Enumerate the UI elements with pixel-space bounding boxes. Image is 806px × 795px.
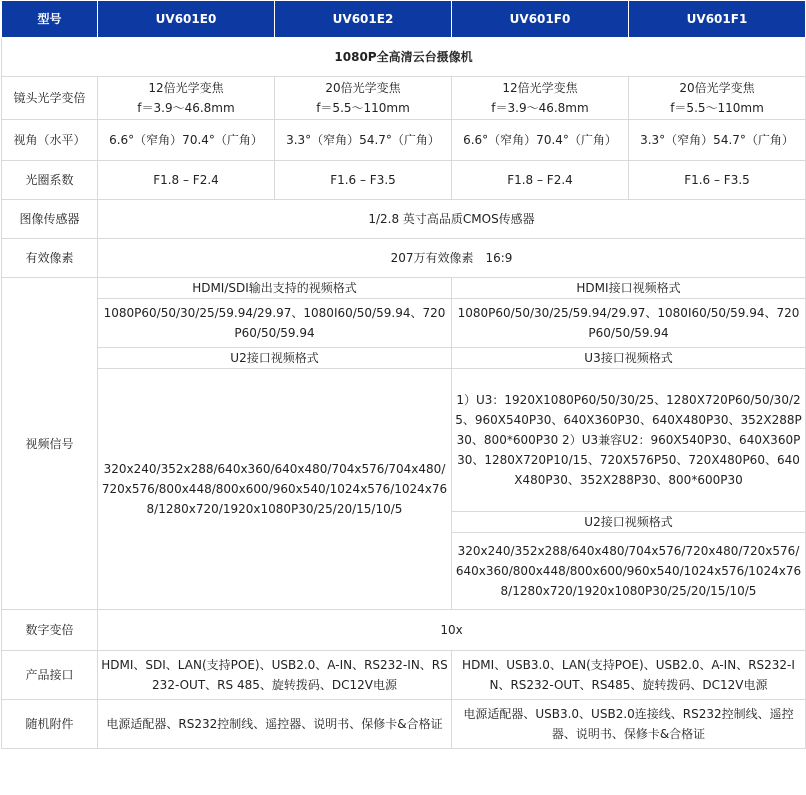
u2-format-list: 320x240/352x288/640x480/704x576/720x480/720x576/640x360/800x448/800x600/960x540/1024x576/1024x768/1280x720/1920x1080P30/25/20/15/10/5 xyxy=(452,533,806,610)
video-signal-row xyxy=(2,369,806,512)
u2-format-heading: U2接口视频格式 xyxy=(98,348,452,369)
model-header-uv601e2: UV601E2 xyxy=(275,1,452,38)
effective-pixels-value: 207万有效像素 16:9 xyxy=(98,239,806,278)
aperture-cell: F1.6 – F3.5 xyxy=(275,161,452,200)
u3-format-heading: U3接口视频格式 xyxy=(452,348,806,369)
u3-format-list: 1）U3：1920X1080P60/50/30/25、1280X720P60/50/30/25、960X540P30、640X360P30、640X480P30、352X288P30、800*600P30 2）U3兼容U2：960X540P30、640X360P30、1280X720P10/15、720X576P50、720X480P60、640X480P30、352X288P30、800*600P30 xyxy=(452,369,806,512)
optical-zoom-cell xyxy=(98,77,275,120)
spec-table xyxy=(1,0,806,749)
digital-zoom-row xyxy=(2,610,806,651)
model-header-uv601f0: UV601F0 xyxy=(452,1,629,38)
focal-length: f＝3.9～46.8mm xyxy=(137,101,235,115)
digital-zoom-value: 10x xyxy=(98,610,806,651)
focal-length: f＝5.5～110mm xyxy=(670,101,764,115)
header-row xyxy=(2,1,806,38)
u2-format-list: 320x240/352x288/640x360/640x480/704x576/704x480/720x576/800x448/800x600/960x540/1024x576/1024x768/1280x720/1920x1080P30/25/20/15/10/5 xyxy=(98,369,452,610)
aperture-cell: F1.8 – F2.4 xyxy=(452,161,629,200)
u2-format-heading: U2接口视频格式 xyxy=(452,512,806,533)
zoom-ratio: 12倍光学变焦 xyxy=(148,81,224,95)
model-header-uv601e0: UV601E0 xyxy=(98,1,275,38)
view-angle-cell: 6.6°（窄角）70.4°（广角） xyxy=(452,120,629,161)
image-sensor-value: 1/2.8 英寸高品质CMOS传感器 xyxy=(98,200,806,239)
zoom-ratio: 12倍光学变焦 xyxy=(502,81,578,95)
view-angle-cell: 3.3°（窄角）54.7°（广角） xyxy=(275,120,452,161)
hdmi-format-list: 1080P60/50/30/25/59.94/29.97、1080I60/50/59.94、720P60/50/59.94 xyxy=(452,299,806,348)
view-angle-cell: 6.6°（窄角）70.4°（广角） xyxy=(98,120,275,161)
model-label-header: 型号 xyxy=(2,1,98,38)
ports-row xyxy=(2,651,806,700)
focal-length: f＝3.9～46.8mm xyxy=(491,101,589,115)
view-angle-cell: 3.3°（窄角）54.7°（广角） xyxy=(629,120,806,161)
optical-zoom-cell xyxy=(629,77,806,120)
aperture-row xyxy=(2,161,806,200)
image-sensor-row xyxy=(2,200,806,239)
zoom-ratio: 20倍光学变焦 xyxy=(325,81,401,95)
optical-zoom-cell xyxy=(452,77,629,120)
optical-zoom-label: 镜头光学变倍 xyxy=(2,77,98,120)
video-signal-row xyxy=(2,348,806,369)
model-header-uv601f1: UV601F1 xyxy=(629,1,806,38)
product-title: 1080P全高清云台摄像机 xyxy=(2,38,806,77)
video-signal-row xyxy=(2,299,806,348)
product-title-row xyxy=(2,38,806,77)
ports-left: HDMI、SDI、LAN(支持POE)、USB2.0、A-IN、RS232-IN、RS232-OUT、RS 485、旋转拨码、DC12V电源 xyxy=(98,651,452,700)
image-sensor-label: 图像传感器 xyxy=(2,200,98,239)
view-angle-row xyxy=(2,120,806,161)
effective-pixels-label: 有效像素 xyxy=(2,239,98,278)
hdmi-format-heading: HDMI接口视频格式 xyxy=(452,278,806,299)
accessories-row xyxy=(2,700,806,749)
optical-zoom-cell xyxy=(275,77,452,120)
accessories-left: 电源适配器、RS232控制线、遥控器、说明书、保修卡&合格证 xyxy=(98,700,452,749)
aperture-cell: F1.6 – F3.5 xyxy=(629,161,806,200)
focal-length: f＝5.5～110mm xyxy=(316,101,410,115)
video-signal-label: 视频信号 xyxy=(2,278,98,610)
ports-label: 产品接口 xyxy=(2,651,98,700)
accessories-right: 电源适配器、USB3.0、USB2.0连接线、RS232控制线、遥控器、说明书、保修卡&合格证 xyxy=(452,700,806,749)
hdmi-sdi-format-heading: HDMI/SDI输出支持的视频格式 xyxy=(98,278,452,299)
ports-right: HDMI、USB3.0、LAN(支持POE)、USB2.0、A-IN、RS232-IN、RS232-OUT、RS485、旋转拨码、DC12V电源 xyxy=(452,651,806,700)
zoom-ratio: 20倍光学变焦 xyxy=(679,81,755,95)
digital-zoom-label: 数字变倍 xyxy=(2,610,98,651)
aperture-cell: F1.8 – F2.4 xyxy=(98,161,275,200)
accessories-label: 随机附件 xyxy=(2,700,98,749)
view-angle-label: 视角（水平） xyxy=(2,120,98,161)
effective-pixels-row xyxy=(2,239,806,278)
aperture-label: 光圈系数 xyxy=(2,161,98,200)
hdmi-sdi-format-list: 1080P60/50/30/25/59.94/29.97、1080I60/50/59.94、720P60/50/59.94 xyxy=(98,299,452,348)
optical-zoom-row xyxy=(2,77,806,120)
video-signal-row xyxy=(2,278,806,299)
